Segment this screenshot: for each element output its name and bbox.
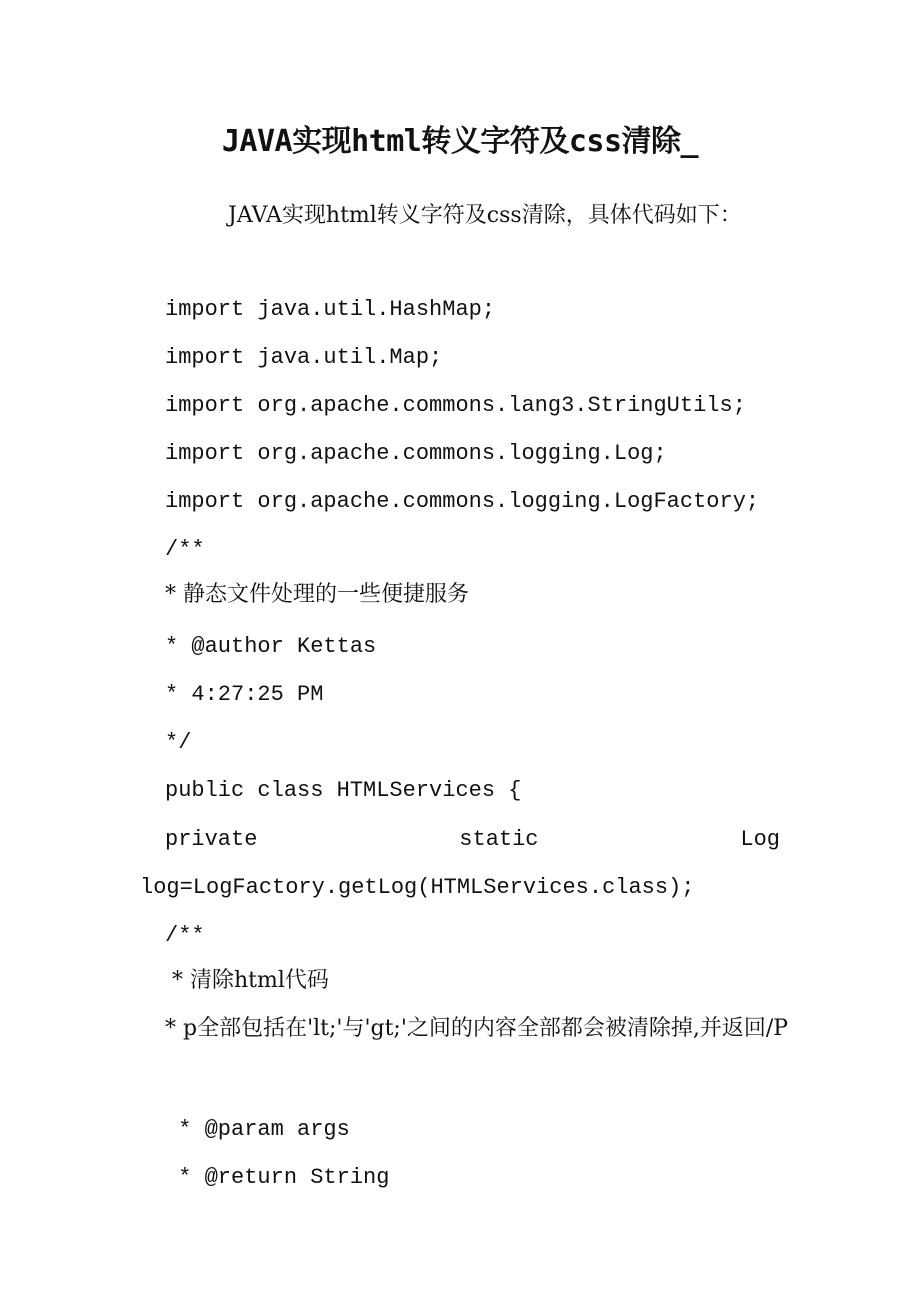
code-line: import java.util.Map; <box>165 345 443 370</box>
code-line: * @author Kettas <box>165 634 377 659</box>
code-line: import java.util.HashMap; <box>165 297 496 322</box>
field-declaration-continuation: log=LogFactory.getLog(HTMLServices.class); <box>140 875 695 900</box>
code-line: * 4:27:25 PM <box>165 682 324 707</box>
field-word-log: Log <box>740 827 780 852</box>
wrapped-comment: * p全部包括在'lt;'与'gt;'之间的内容全部都会被清除掉,并返回/P <box>165 1016 789 1041</box>
document-title: JAVA实现html转义字符及css清除_ <box>221 124 699 159</box>
code-line: */ <box>165 730 192 755</box>
field-declaration <box>165 825 780 855</box>
code-line: * 静态文件处理的一些便捷服务 <box>165 582 469 607</box>
field-word-private: private <box>165 827 258 852</box>
code-line: import org.apache.commons.logging.Log; <box>165 441 667 466</box>
code-line: import org.apache.commons.logging.LogFactory; <box>165 489 760 514</box>
intro-paragraph: JAVA实现html转义字符及css清除，具体代码如下： <box>228 203 742 228</box>
code-line: import org.apache.commons.lang3.StringUtils; <box>165 393 746 418</box>
code-line: * 清除html代码 <box>165 968 329 993</box>
field-word-static: static <box>459 827 539 852</box>
code-line: /** <box>165 923 205 948</box>
code-line: public class HTMLServices { <box>165 778 522 803</box>
code-line: * @return String <box>165 1165 390 1190</box>
code-line: /** <box>165 537 205 562</box>
code-line: * @param args <box>165 1117 350 1142</box>
